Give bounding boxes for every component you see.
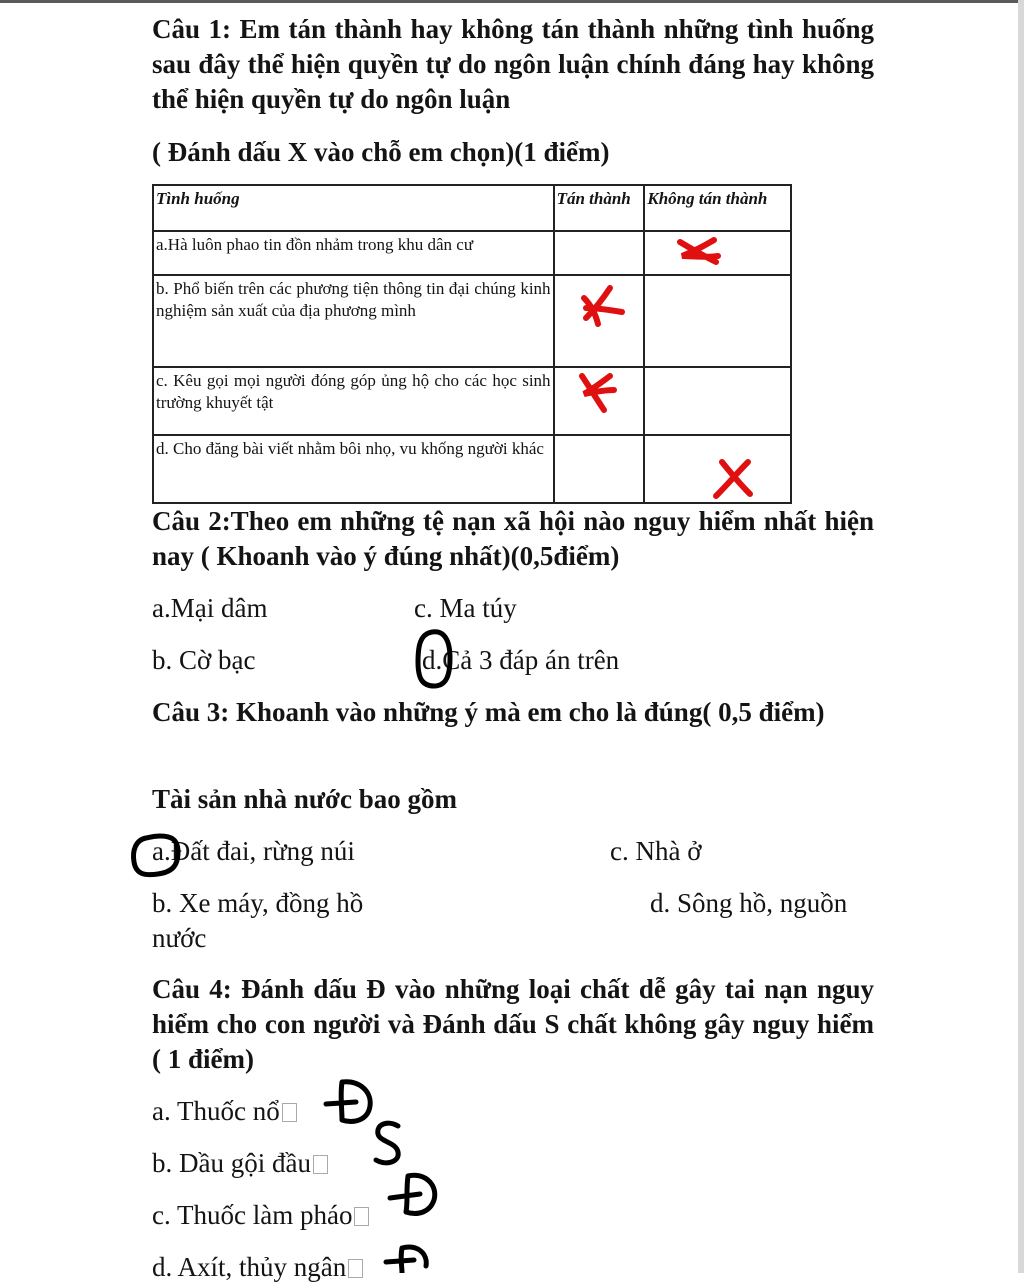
q4-item-c-label: c. Thuốc làm pháo [152,1200,353,1230]
question-2-title: Câu 2:Theo em những tệ nạn xã hội nào nguy hiểm nhất hiện nay ( Khoanh vào ý đúng nhất)(0,5điểm) [152,506,874,571]
q3-option-b[interactable]: b. Xe máy, đồng hồ [152,888,364,918]
handwritten-s-mark-b [368,1118,408,1168]
question-2-block [152,504,874,574]
q2-option-c[interactable]: c. Ma túy [414,593,517,623]
disagree-cell-b[interactable] [644,275,791,367]
circle-mark-q2-d [412,626,456,692]
situation-a: a.Hà luôn phao tin đồn nhảm trong khu dân cư [153,231,554,275]
table-row [153,435,791,503]
x-mark-a [674,232,724,268]
q4-item-a[interactable] [152,1094,297,1129]
table-header-row [153,185,791,231]
handwritten-d-mark-c [386,1168,442,1220]
checkbox-icon[interactable] [348,1259,363,1278]
q4-item-b[interactable] [152,1146,328,1181]
circle-mark-q3-a [128,830,188,880]
q3-option-a-text: Đất đai, rừng núi [170,836,355,866]
question-4-title: Câu 4: Đánh dấu Đ vào những loại chất dễ gây tai nạn nguy hiểm cho con người và Đánh dấu S chất không gây nguy hiểm ( 1 điểm) [152,974,874,1074]
q2-option-b[interactable]: b. Cờ bạc [152,645,256,675]
agree-cell-a[interactable] [554,231,645,275]
x-mark-b [576,282,628,330]
q4-item-b-label: b. Dầu gội đầu [152,1148,311,1178]
q2-option-a[interactable]: a.Mại dâm [152,593,268,623]
question-1-instruction: ( Đánh dấu X vào chỗ em chọn)(1 điểm) [152,137,610,167]
situation-d: d. Cho đăng bài viết nhằm bôi nhọ, vu khống người khác [153,435,554,503]
q3-option-c[interactable]: c. Nhà ở [610,836,702,866]
q2-option-d-text: Cả 3 đáp án trên [442,645,620,675]
situation-b: b. Phổ biến trên các phương tiện thông tin đại chúng kinh nghiệm sản xuất của địa phương mình [153,275,554,367]
q4-item-a-label: a. Thuốc nổ [152,1096,280,1126]
table-row [153,275,791,367]
question-3-block [152,695,874,730]
q4-item-d[interactable] [152,1250,363,1285]
handwritten-d-mark-d [382,1240,432,1273]
disagree-cell-c[interactable] [644,367,791,435]
x-mark-c [574,370,620,414]
question-4-block [152,972,874,1077]
viewer-top-edge [0,0,1024,3]
table-row [153,367,791,435]
q2-option-d-letter: d. [422,645,443,675]
checkbox-icon[interactable] [313,1155,328,1174]
checkbox-icon[interactable] [282,1103,297,1122]
question-3-title: Câu 3: Khoanh vào những ý mà em cho là đúng( 0,5 điểm) [152,697,825,727]
agree-cell-d[interactable] [554,435,645,503]
viewer-scrollbar[interactable] [1018,0,1024,1273]
checkbox-icon[interactable] [354,1207,369,1226]
question-1-block [152,12,874,117]
q4-item-d-label: d. Axít, thủy ngân [152,1252,347,1282]
header-disagree: Không tán thành [644,185,791,231]
header-situation: Tình huống [153,185,554,231]
header-agree: Tán thành [554,185,645,231]
q3-option-d[interactable]: d. Sông hồ, nguồn [650,888,848,918]
q3-option-a-letter: a. [152,836,171,866]
question-3-subtitle: Tài sản nhà nước bao gồm [152,784,457,814]
question-1-title: Câu 1: Em tán thành hay không tán thành những tình huống sau đây thể hiện quyền tự do ngôn luận chính đáng hay không thể hiện quyền tự do ngôn luận [152,14,874,114]
q4-item-c[interactable] [152,1198,369,1233]
situation-c: c. Kêu gọi mọi người đóng góp ủng hộ cho các học sinh trường khuyết tật [153,367,554,435]
q3-option-d-continuation: nước [152,923,207,953]
x-mark-d [708,454,758,500]
